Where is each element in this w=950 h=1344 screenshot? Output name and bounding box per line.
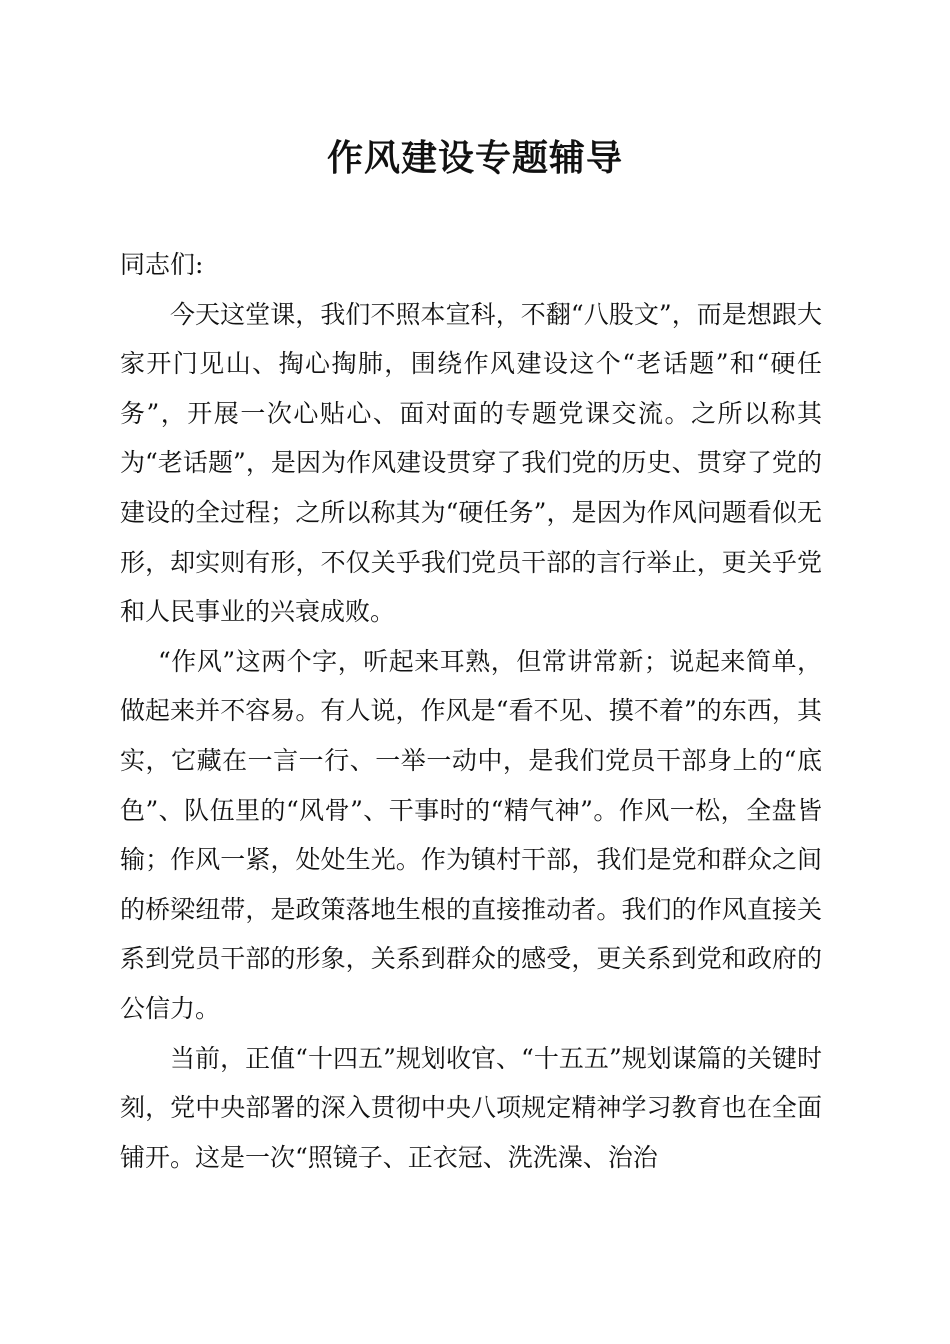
document-title: 作风建设专题辅导 (326, 137, 623, 179)
paragraph-2: “作风”这两个字，听起来耳熟，但常讲常新；说起来简单，做起来并不容易。有人说，作风是“看不见、摸不着”的东西，其实，它藏在一言一行、一举一动中，是我们党员干部身上的“底色”、队伍里的“风骨”、干事时的“精气神”。作风一松，全盘皆输；作风一紧，处处生光。作为镇村干部，我们是党和群众之间的桥梁纽带，是政策落地生根的直接推动者。我们的作风直接关系到党员干部的形象，关系到群众的感受，更关系到党和政府的公信力。 (120, 646, 822, 1023)
paragraph-1: 今天这堂课，我们不照本宣科，不翻“八股文”，而是想跟大家开门见山、掏心掏肺，围绕作风建设这个“老话题”和“硬任务”，开展一次心贴心、面对面的专题党课交流。之所以称其为“老话题”，是因为作风建设贯穿了我们党的历史、贯穿了党的建设的全过程；之所以称其为“硬任务”，是因为作风问题看似无形，却实则有形，不仅关乎我们党员干部的言行举止，更关乎党和人民事业的兴衰成败。 (120, 299, 822, 627)
document-body (120, 240, 822, 1182)
paragraph-3: 当前，正值“十四五”规划收官、“十五五”规划谋篇的关键时刻，党中央部署的深入贯彻中央八项规定精神学习教育也在全面铺开。这是一次“照镜子、正衣冠、洗洗澡、治治 (120, 1043, 822, 1172)
salutation: 同志们: (120, 250, 204, 279)
